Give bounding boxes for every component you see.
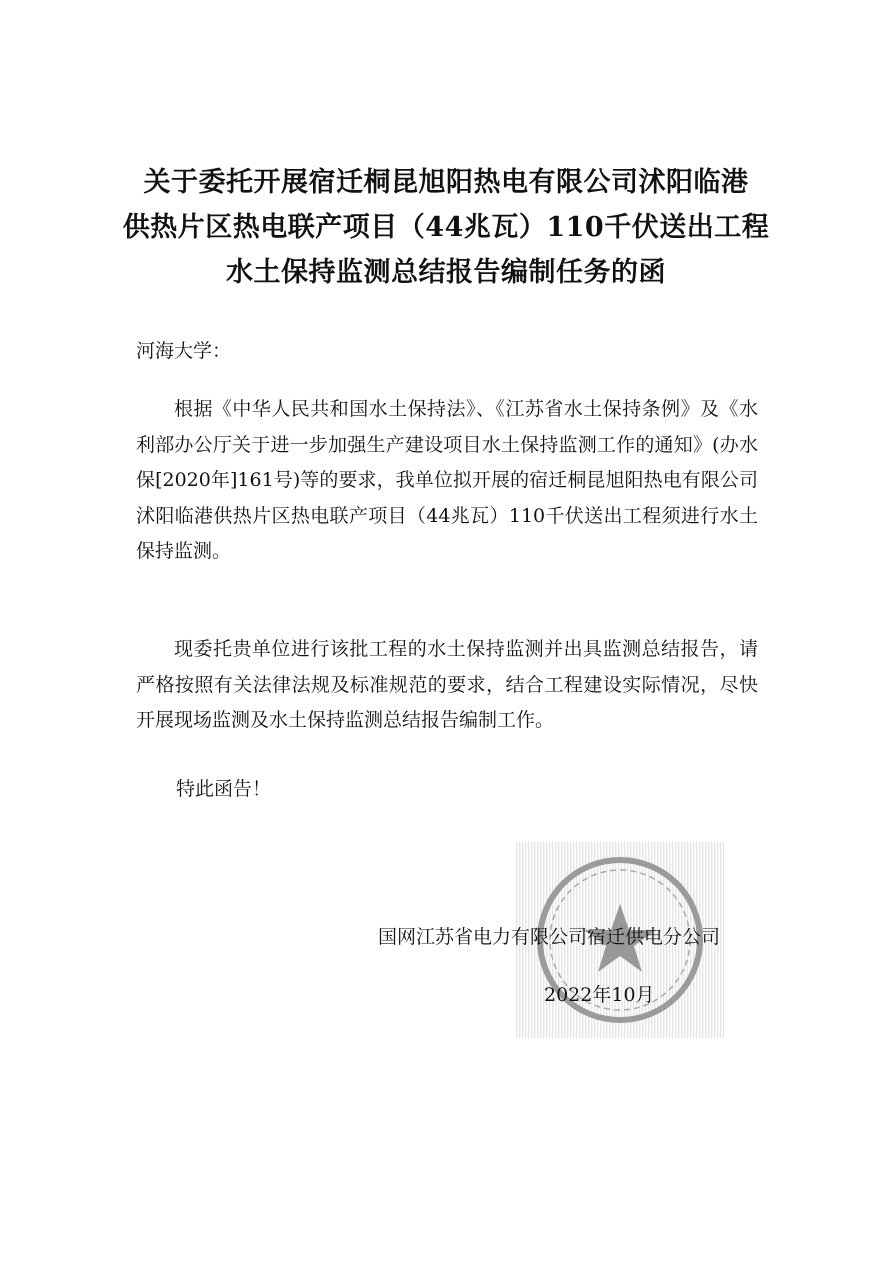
letter-title: [100, 160, 792, 295]
title-line-3: 水土保持监测总结报告编制任务的函: [226, 257, 666, 288]
body-paragraph-2: 现委托贵单位进行该批工程的水土保持监测并出具监测总结报告，请严格按照有关法律法规及标准规范的要求，结合工程建设实际情况，尽快开展现场监测及水土保持监测总结报告编制工作。: [136, 638, 758, 731]
title-line-1: 关于委托开展宿迁桐昆旭阳热电有限公司沭阳临港: [143, 167, 749, 198]
addressee: 河海大学：: [136, 340, 232, 362]
signing-organization: 国网江苏省电力有限公司宿迁供电分公司: [378, 926, 721, 948]
closing-remark: 特此函告！: [176, 778, 272, 800]
letter-date: 2022年10月: [544, 984, 655, 1006]
title-line-2: 供热片区热电联产项目（44兆瓦）110千伏送出工程: [122, 212, 770, 243]
body-paragraph-1: 根据《中华人民共和国水土保持法》、《江苏省水土保持条例》及《水利部办公厅关于进一步加强生产建设项目水土保持监测工作的通知》(办水保[2020年]161号)等的要求，我单位拟开展的宿迁桐昆旭阳热电有限公司沭阳临港供热片区热电联产项目（44兆瓦）110千伏送出工程须进行水土保持监测。: [136, 398, 758, 562]
